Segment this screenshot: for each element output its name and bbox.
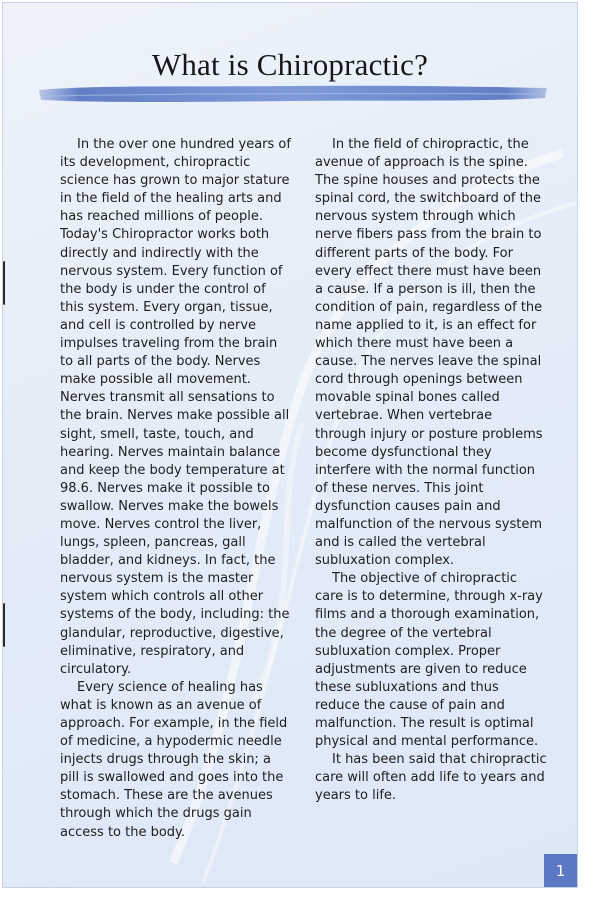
right-column (315, 136, 547, 805)
page-number: 1 (555, 861, 566, 880)
closing-paragraph: It has been said that chiropractic care will often add life to years and years to life. (315, 752, 547, 804)
spine-paragraph: In the field of chiropractic, the avenue of approach is the spine. The spine houses and protects the spinal cord, the switchboard of the nervous system through which nerve fibers pass from the brain to different parts of the body. For every effect there must have been a cause. If a person is ill, then the condition of pain, regardless of the name applied to it, is an effect for which there must have been a cause. The nerves leave the spinal cord through openings between movable spinal bones called vertebrae. When vertebrae through injury or posture problems become dysfunctional they interfere with the normal function of these nerves. This joint dysfunction causes pain and malfunction of the nervous system and is called the vertebral subluxation complex. (315, 137, 543, 569)
binding-staple-top (3, 261, 11, 305)
left-column (60, 136, 292, 842)
avenue-of-approach-paragraph: Every science of healing has what is known as an avenue of approach. For example, in the field of medicine, a hypodermic needle injects drugs through the skin; a pill is swallowed and goes into the stomach. These are the avenues through which the drugs gain access to the body. (60, 679, 288, 840)
brochure-page (2, 2, 578, 888)
page-title: What is Chiropractic? (151, 47, 429, 82)
intro-paragraph: In the over one hundred years of its development, chiropractic science has grown to major stature in the field of the healing arts and has reached millions of people. Today's Chiropractor works both directly and indirectly with the nervous system. Every function of the body is under the control of this system. Every organ, tissue, and cell is controlled by nerve impulses traveling from the brain to all parts of the body. Nerves make possible all movement. Nerves transmit all sensations to the brain. Nerves make possible all sight, smell, taste, touch, and hearing. Nerves maintain balance and keep the body temperature at 98.6. Nerves make it possible to swallow. Nerves make the bowels move. Nerves control the liver, lungs, spleen, pancreas, gall bladder, and kidneys. In fact, the nervous system is the master system which controls all other systems of the body, including: the glandular, reproductive, digestive, eliminative, respiratory, and circulatory. (60, 137, 291, 677)
objective-paragraph: The objective of chiropractic care is to determine, through x-ray films and a thorough examination, the degree of the vertebral subluxation complex. Proper adjustments are given to reduce these subluxations and thus reduce the cause of pain and malfunction. The result is optimal physical and mental performance. (315, 571, 543, 750)
page-number-tab (544, 854, 577, 887)
binding-staple-bottom (3, 603, 11, 647)
title-brush-underline (37, 82, 549, 106)
